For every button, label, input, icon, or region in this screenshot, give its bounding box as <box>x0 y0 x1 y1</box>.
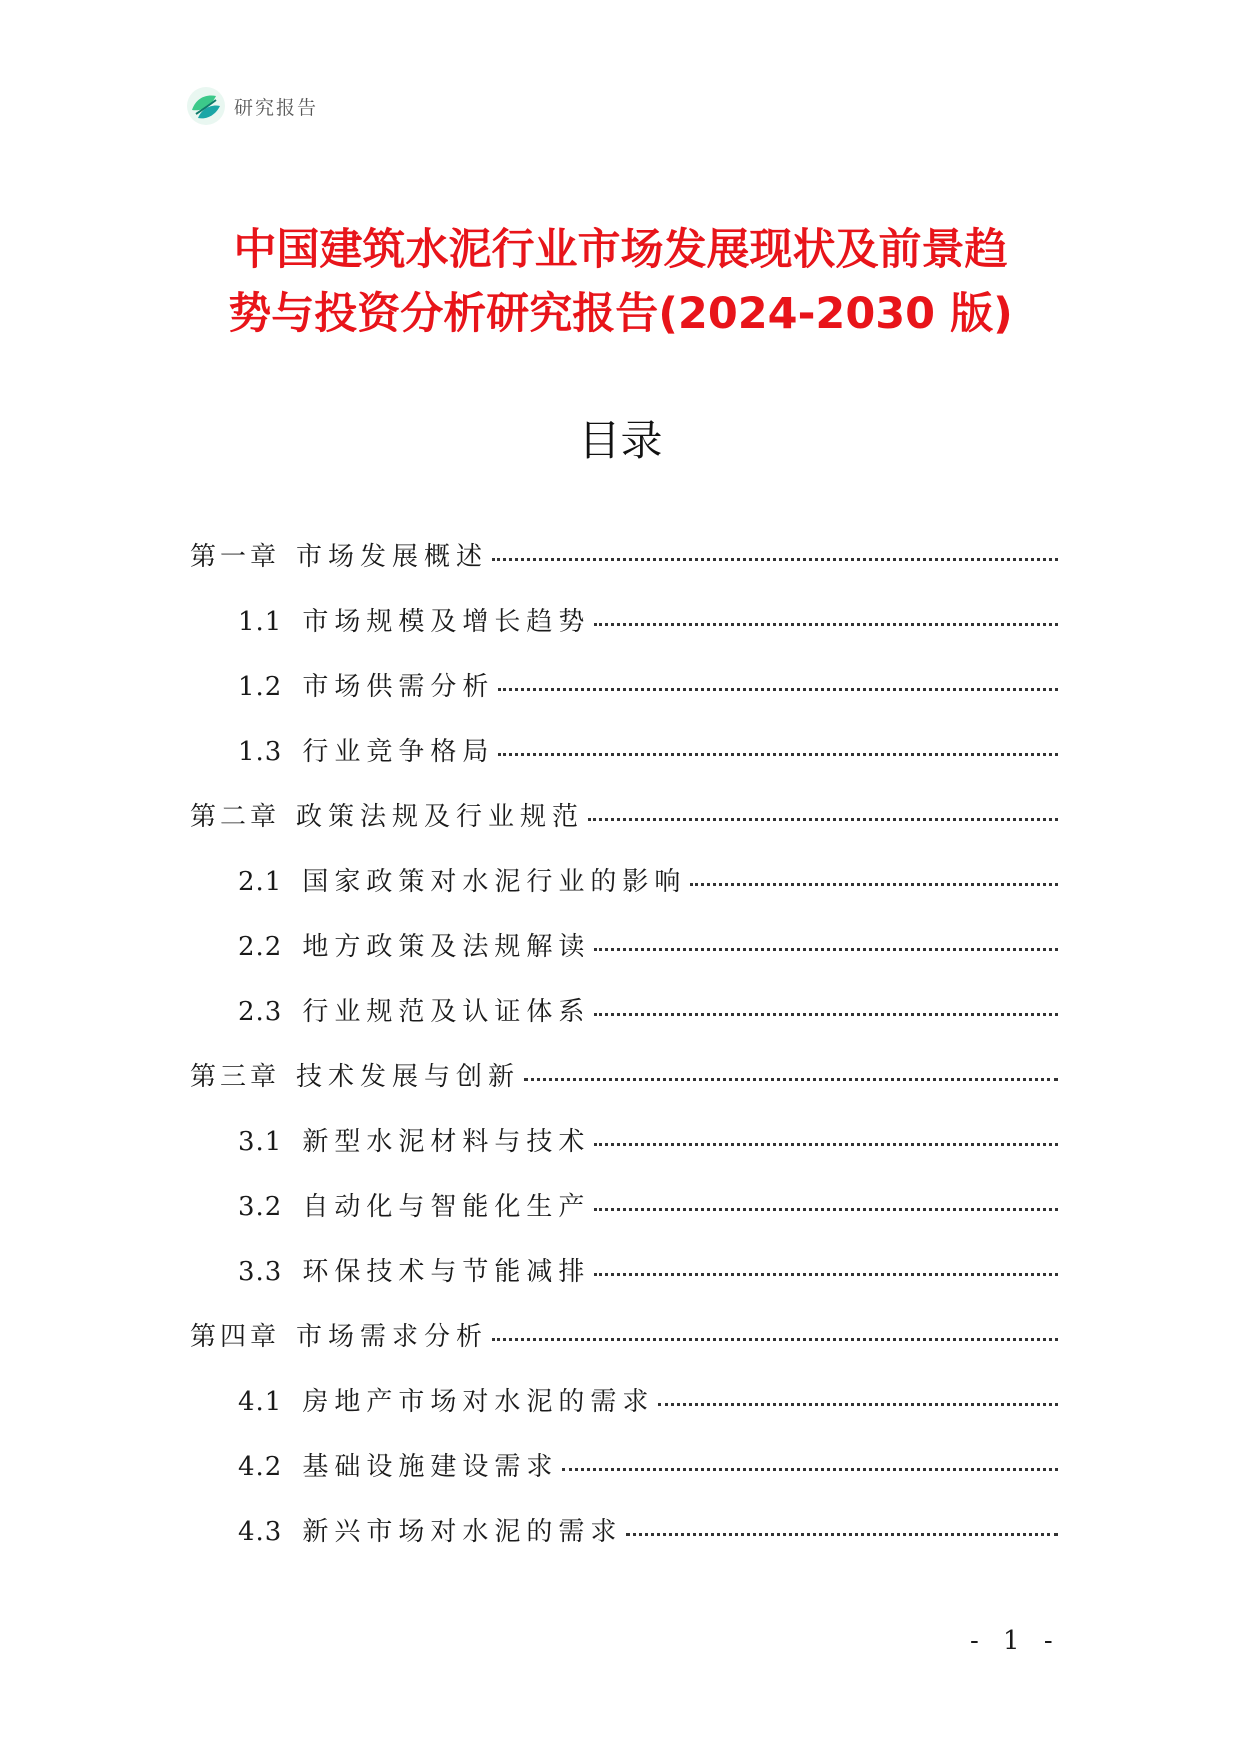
toc-dot-leader <box>626 1533 1058 1536</box>
report-title-line-1: 中国建筑水泥行业市场发展现状及前景趋 <box>233 225 1008 275</box>
toc-dot-leader <box>594 623 1058 626</box>
leaf-logo-icon <box>186 86 226 126</box>
toc-entry-number: 3.1 <box>238 1127 283 1157</box>
toc-dot-leader <box>492 558 1058 561</box>
toc-section-entry[interactable] <box>190 926 1058 991</box>
toc-section-entry[interactable] <box>190 601 1058 666</box>
toc-entry-title: 行业规范及认证体系 <box>302 997 591 1027</box>
toc-entry-number: 第三章 <box>190 1062 281 1092</box>
toc-dot-leader <box>524 1078 1058 1081</box>
table-of-contents <box>190 536 1058 1576</box>
page-header <box>186 86 318 126</box>
toc-entry-number: 第四章 <box>190 1322 281 1352</box>
toc-section-entry[interactable] <box>190 1381 1058 1446</box>
toc-entry-title: 行业竞争格局 <box>302 737 495 767</box>
toc-entry-title: 技术发展与创新 <box>296 1062 521 1092</box>
toc-section-entry[interactable] <box>190 1251 1058 1316</box>
toc-dot-leader <box>594 948 1058 951</box>
toc-dot-leader <box>562 1468 1058 1471</box>
page-number: - 1 - <box>970 1626 1061 1656</box>
toc-chapter-entry[interactable] <box>190 796 1058 861</box>
toc-dot-leader <box>594 1208 1058 1211</box>
toc-dot-leader <box>594 1013 1058 1016</box>
toc-section-entry[interactable] <box>190 861 1058 926</box>
toc-dot-leader <box>658 1403 1058 1406</box>
toc-dot-leader <box>690 883 1058 886</box>
toc-entry-title: 市场发展概述 <box>296 542 489 572</box>
toc-chapter-entry[interactable] <box>190 1056 1058 1121</box>
toc-entry-title: 基础设施建设需求 <box>302 1452 559 1482</box>
toc-entry-title: 国家政策对水泥行业的影响 <box>302 867 687 897</box>
toc-dot-leader <box>498 753 1058 756</box>
toc-section-entry[interactable] <box>190 666 1058 731</box>
toc-section-entry[interactable] <box>190 1446 1058 1511</box>
toc-section-entry[interactable] <box>190 1121 1058 1186</box>
header-label: 研究报告 <box>234 96 319 119</box>
toc-entry-number: 2.2 <box>238 932 283 962</box>
toc-entry-number: 1.1 <box>238 607 283 637</box>
toc-entry-title: 市场供需分析 <box>302 672 495 702</box>
toc-heading: 目录 <box>578 416 663 465</box>
toc-entry-number: 1.3 <box>238 737 283 767</box>
toc-dot-leader <box>492 1338 1058 1341</box>
toc-entry-number: 第二章 <box>190 802 281 832</box>
toc-dot-leader <box>588 818 1058 821</box>
report-title-line-2: 势与投资分析研究报告(2024-2030 版) <box>228 289 1013 339</box>
toc-entry-number: 2.3 <box>238 997 283 1027</box>
toc-section-entry[interactable] <box>190 1186 1058 1251</box>
toc-section-entry[interactable] <box>190 731 1058 796</box>
toc-entry-number: 3.2 <box>238 1192 283 1222</box>
toc-entry-title: 房地产市场对水泥的需求 <box>302 1387 655 1417</box>
toc-entry-title: 地方政策及法规解读 <box>302 932 591 962</box>
toc-entry-title: 政策法规及行业规范 <box>296 802 585 832</box>
toc-dot-leader <box>594 1143 1058 1146</box>
toc-entry-title: 新兴市场对水泥的需求 <box>302 1517 623 1547</box>
report-title <box>120 218 1121 346</box>
toc-entry-number: 3.3 <box>238 1257 283 1287</box>
toc-entry-title: 环保技术与节能减排 <box>302 1257 591 1287</box>
toc-entry-number: 4.1 <box>238 1387 283 1417</box>
toc-section-entry[interactable] <box>190 1511 1058 1576</box>
toc-entry-title: 市场规模及增长趋势 <box>302 607 591 637</box>
toc-entry-number: 2.1 <box>238 867 283 897</box>
toc-dot-leader <box>594 1273 1058 1276</box>
toc-entry-number: 1.2 <box>238 672 283 702</box>
toc-section-entry[interactable] <box>190 991 1058 1056</box>
toc-entry-title: 新型水泥材料与技术 <box>302 1127 591 1157</box>
toc-entry-number: 4.3 <box>238 1517 283 1547</box>
toc-dot-leader <box>498 688 1058 691</box>
toc-chapter-entry[interactable] <box>190 536 1058 601</box>
toc-chapter-entry[interactable] <box>190 1316 1058 1381</box>
toc-entry-title: 自动化与智能化生产 <box>302 1192 591 1222</box>
toc-entry-number: 第一章 <box>190 542 281 572</box>
toc-entry-number: 4.2 <box>238 1452 283 1482</box>
toc-entry-title: 市场需求分析 <box>296 1322 489 1352</box>
